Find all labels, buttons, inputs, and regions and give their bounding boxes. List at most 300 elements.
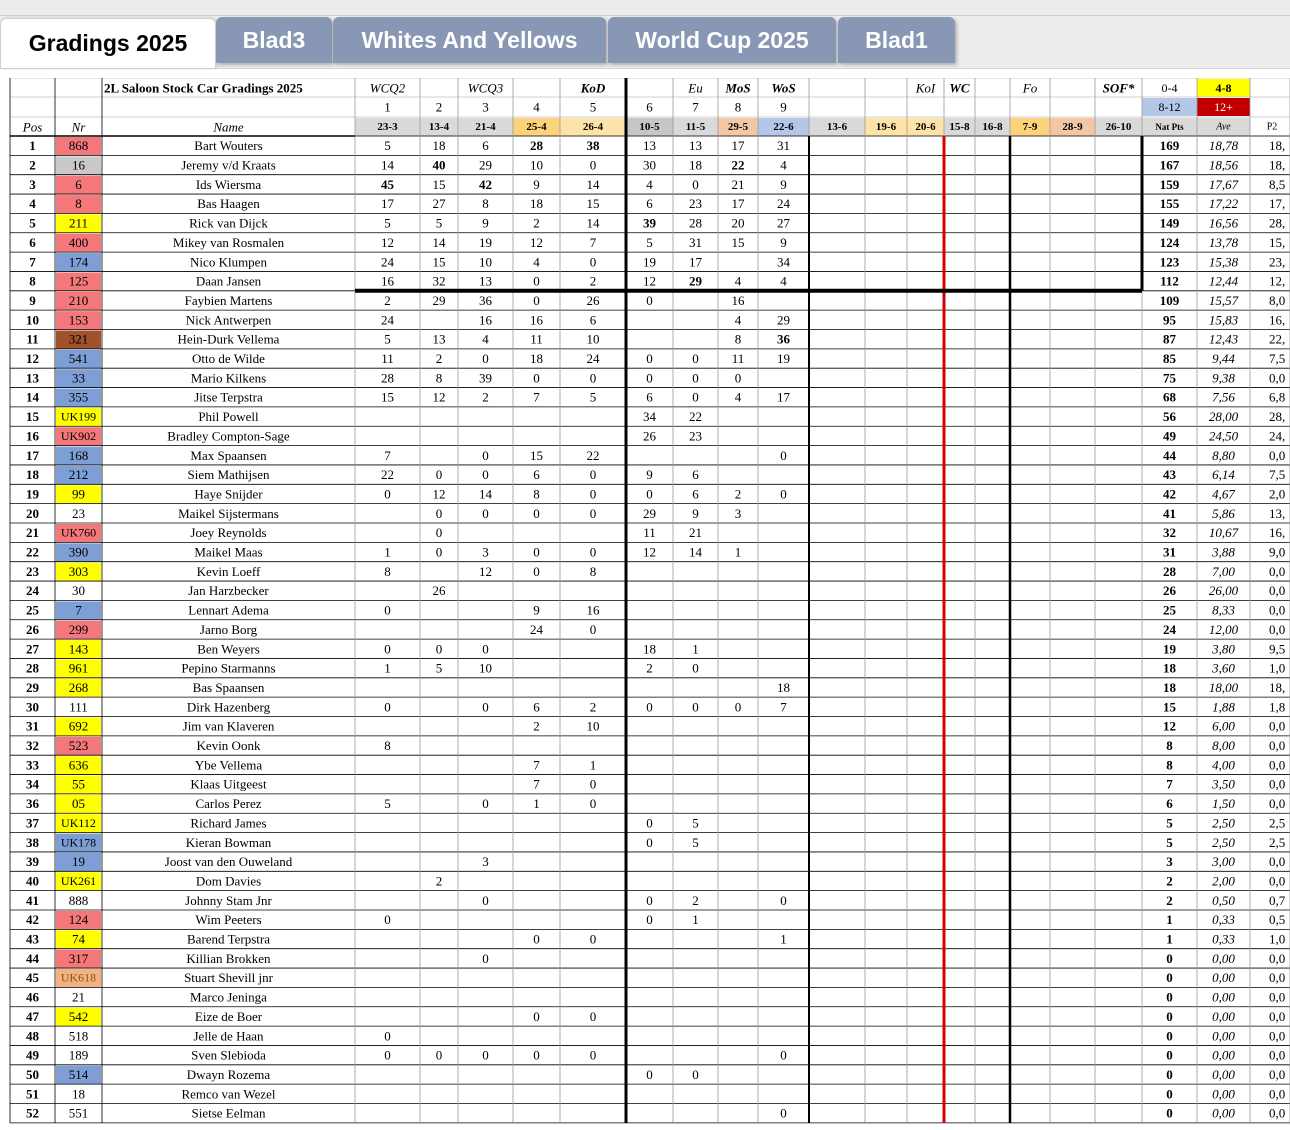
natpts-cell[interactable]: 18	[1163, 679, 1176, 695]
p2-cell[interactable]: 0,0	[1269, 873, 1286, 889]
score-cell[interactable]: 0	[646, 1066, 653, 1082]
name-cell[interactable]: Faybien Martens	[184, 292, 273, 308]
name-cell[interactable]: Nick Antwerpen	[185, 312, 272, 328]
score-cell[interactable]: 0	[482, 1047, 489, 1063]
tab-gradings-2025[interactable]: Gradings 2025	[0, 18, 216, 68]
score-cell[interactable]: 0	[646, 292, 653, 308]
score-cell[interactable]: 0	[482, 796, 489, 812]
score-cell[interactable]: 0	[482, 447, 489, 463]
tab-whites-and-yellows[interactable]: Whites And Yellows	[333, 17, 606, 63]
score-cell[interactable]: 0	[533, 931, 540, 947]
score-cell[interactable]: 1	[692, 641, 699, 657]
natpts-cell[interactable]: 0	[1166, 950, 1173, 966]
ave-cell[interactable]: 15,38	[1208, 254, 1239, 270]
name-cell[interactable]: Bas Haagen	[197, 196, 260, 212]
score-cell[interactable]: 1	[589, 757, 597, 773]
name-cell[interactable]: Jelle de Haan	[193, 1028, 264, 1044]
score-cell[interactable]: 5	[646, 234, 653, 250]
score-cell[interactable]: 0	[384, 1047, 391, 1063]
p2-cell[interactable]: 22,	[1269, 331, 1286, 347]
nr-cell[interactable]: 111	[69, 699, 88, 715]
p2-cell[interactable]: 0,0	[1269, 970, 1286, 986]
score-cell[interactable]: 0	[589, 544, 597, 560]
pos-cell[interactable]: 19	[26, 486, 39, 502]
p2-cell[interactable]: 0,0	[1269, 602, 1286, 618]
name-cell[interactable]: Haye Snijder	[194, 486, 263, 502]
natpts-cell[interactable]: 6	[1166, 796, 1173, 812]
nr-cell[interactable]: 868	[68, 138, 89, 154]
name-cell[interactable]: Otto de Wilde	[192, 351, 265, 367]
score-cell[interactable]: 40	[432, 157, 446, 173]
score-cell[interactable]: 2	[435, 351, 443, 367]
nr-cell[interactable]: UK902	[60, 428, 97, 443]
natpts-cell[interactable]: 75	[1163, 370, 1176, 386]
nr-cell[interactable]: 33	[72, 370, 85, 386]
name-cell[interactable]: Carlos Perez	[195, 796, 262, 812]
score-cell[interactable]: 8	[589, 563, 597, 579]
nr-cell[interactable]: UK760	[60, 525, 97, 540]
score-cell[interactable]: 6	[589, 312, 597, 328]
score-cell[interactable]: 0	[589, 1008, 597, 1024]
score-cell[interactable]: 18	[530, 196, 543, 212]
score-cell[interactable]: 0	[589, 931, 597, 947]
name-cell[interactable]: Ids Wiersma	[195, 176, 262, 192]
pos-cell[interactable]: 7	[29, 254, 36, 270]
nr-cell[interactable]: 542	[68, 1008, 89, 1024]
score-cell[interactable]: 2	[482, 389, 489, 405]
score-cell[interactable]: 1	[780, 931, 787, 947]
name-cell[interactable]: Daan Jansen	[195, 273, 262, 289]
score-cell[interactable]: 7	[780, 699, 787, 715]
pos-cell[interactable]: 4	[29, 196, 36, 212]
score-cell[interactable]: 6	[692, 467, 699, 483]
p2-cell[interactable]: 0,0	[1269, 583, 1286, 599]
score-cell[interactable]: 31	[777, 138, 790, 154]
tab-blad3[interactable]: Blad3	[216, 17, 332, 63]
natpts-cell[interactable]: 0	[1166, 989, 1173, 1005]
name-cell[interactable]: Kieran Bowman	[185, 834, 272, 850]
name-cell[interactable]: Sietse Eelman	[191, 1105, 266, 1121]
pos-cell[interactable]: 20	[26, 505, 39, 521]
ave-cell[interactable]: 8,33	[1212, 602, 1235, 618]
score-cell[interactable]: 5	[692, 834, 699, 850]
score-cell[interactable]: 29	[643, 505, 656, 521]
p2-cell[interactable]: 0,0	[1269, 1008, 1286, 1024]
score-cell[interactable]: 0	[589, 1047, 597, 1063]
natpts-cell[interactable]: 44	[1163, 447, 1176, 463]
score-cell[interactable]: 31	[689, 234, 702, 250]
score-cell[interactable]: 9	[780, 176, 787, 192]
score-cell[interactable]: 0	[692, 176, 699, 192]
name-cell[interactable]: Maikel Sijstermans	[178, 505, 279, 521]
ave-cell[interactable]: 18,56	[1208, 157, 1239, 173]
score-cell[interactable]: 5	[435, 660, 443, 676]
name-cell[interactable]: Maikel Maas	[194, 544, 263, 560]
score-cell[interactable]: 0	[692, 389, 699, 405]
pos-cell[interactable]: 50	[26, 1066, 39, 1082]
score-cell[interactable]: 0	[646, 351, 653, 367]
ave-cell[interactable]: 17,22	[1208, 196, 1239, 212]
ave-cell[interactable]: 3,80	[1212, 641, 1235, 657]
natpts-cell[interactable]: 24	[1163, 621, 1176, 637]
name-cell[interactable]: Kevin Loeff	[196, 563, 261, 579]
ave-cell[interactable]: 24,50	[1208, 428, 1239, 444]
natpts-cell[interactable]: 49	[1163, 428, 1176, 444]
nr-cell[interactable]: 125	[68, 273, 89, 289]
nr-cell[interactable]: 55	[72, 776, 85, 792]
score-cell[interactable]: 10	[530, 157, 543, 173]
score-cell[interactable]: 0	[692, 660, 699, 676]
score-cell[interactable]: 9	[780, 234, 787, 250]
natpts-cell[interactable]: 19	[1163, 641, 1176, 657]
score-cell[interactable]: 5	[384, 138, 391, 154]
score-cell[interactable]: 8	[435, 370, 443, 386]
p2-cell[interactable]: 2,5	[1269, 834, 1286, 850]
score-cell[interactable]: 12	[643, 273, 656, 289]
p2-cell[interactable]: 28,	[1269, 409, 1286, 425]
score-cell[interactable]: 0	[589, 796, 597, 812]
ave-cell[interactable]: 28,00	[1208, 409, 1239, 425]
score-cell[interactable]: 0	[435, 525, 443, 541]
score-cell[interactable]: 2	[589, 273, 597, 289]
pos-cell[interactable]: 47	[26, 1008, 39, 1024]
pos-cell[interactable]: 23	[26, 563, 39, 579]
score-cell[interactable]: 6	[692, 486, 699, 502]
nr-cell[interactable]: UK178	[60, 835, 97, 850]
score-cell[interactable]: 21	[731, 176, 745, 192]
p2-cell[interactable]: 0,0	[1269, 1086, 1286, 1102]
score-cell[interactable]: 0	[435, 505, 443, 521]
score-cell[interactable]: 0	[780, 447, 787, 463]
score-cell[interactable]: 26	[643, 428, 656, 444]
name-cell[interactable]: Mikey van Rosmalen	[172, 234, 285, 250]
score-cell[interactable]: 18	[643, 641, 656, 657]
score-cell[interactable]: 0	[384, 912, 391, 928]
p2-cell[interactable]: 7,5	[1269, 467, 1286, 483]
score-cell[interactable]: 0	[384, 602, 391, 618]
score-cell[interactable]: 1	[734, 544, 742, 560]
pos-cell[interactable]: 12	[26, 351, 39, 367]
natpts-cell[interactable]: 32	[1163, 525, 1176, 541]
score-cell[interactable]: 17	[731, 138, 745, 154]
p2-cell[interactable]: 8,5	[1269, 176, 1286, 192]
score-cell[interactable]: 16	[586, 602, 600, 618]
name-cell[interactable]: Jitse Terpstra	[194, 389, 263, 405]
name-cell[interactable]: Sven Slebioda	[191, 1047, 266, 1063]
score-cell[interactable]: 2	[533, 718, 540, 734]
p2-cell[interactable]: 1,0	[1269, 931, 1286, 947]
score-cell[interactable]: 12	[432, 486, 446, 502]
score-cell[interactable]: 7	[533, 776, 540, 792]
score-cell[interactable]: 4	[780, 157, 787, 173]
ave-cell[interactable]: 0,00	[1212, 1008, 1235, 1024]
name-cell[interactable]: Pepino Starmanns	[181, 660, 276, 676]
nr-cell[interactable]: 212	[68, 467, 89, 483]
natpts-cell[interactable]: 0	[1166, 1047, 1173, 1063]
pos-cell[interactable]: 14	[26, 389, 39, 405]
score-cell[interactable]: 19	[479, 234, 492, 250]
nr-cell[interactable]: 189	[68, 1047, 89, 1063]
ave-cell[interactable]: 0,00	[1212, 1028, 1235, 1044]
score-cell[interactable]: 14	[381, 157, 394, 173]
natpts-cell[interactable]: 124	[1159, 234, 1180, 250]
name-cell[interactable]: Nico Klumpen	[190, 254, 267, 270]
nr-cell[interactable]: 390	[68, 544, 89, 560]
score-cell[interactable]: 36	[479, 292, 492, 308]
ave-cell[interactable]: 0,00	[1212, 950, 1235, 966]
pos-cell[interactable]: 3	[29, 176, 36, 192]
score-cell[interactable]: 0	[533, 1047, 540, 1063]
score-cell[interactable]: 16	[381, 273, 394, 289]
p2-cell[interactable]: 8,0	[1269, 292, 1286, 308]
ave-cell[interactable]: 26,00	[1208, 583, 1239, 599]
pos-cell[interactable]: 2	[29, 157, 36, 173]
ave-cell[interactable]: 6,14	[1212, 467, 1235, 483]
p2-cell[interactable]: 2,5	[1269, 815, 1286, 831]
score-cell[interactable]: 0	[734, 370, 742, 386]
score-cell[interactable]: 22	[586, 447, 600, 463]
score-cell[interactable]: 15	[432, 254, 446, 270]
score-cell[interactable]: 0	[589, 157, 597, 173]
score-cell[interactable]: 7	[533, 389, 540, 405]
pos-cell[interactable]: 10	[26, 312, 39, 328]
score-cell[interactable]: 0	[384, 641, 391, 657]
score-cell[interactable]: 0	[435, 467, 443, 483]
score-cell[interactable]: 0	[589, 505, 597, 521]
score-cell[interactable]: 0	[780, 892, 787, 908]
score-cell[interactable]: 0	[482, 699, 489, 715]
pos-cell[interactable]: 39	[26, 854, 39, 870]
score-cell[interactable]: 22	[381, 467, 394, 483]
score-cell[interactable]: 4	[533, 254, 540, 270]
ave-cell[interactable]: 9,38	[1212, 370, 1235, 386]
nr-cell[interactable]: 8	[75, 196, 82, 212]
score-cell[interactable]: 0	[435, 544, 443, 560]
score-cell[interactable]: 5	[589, 389, 597, 405]
natpts-cell[interactable]: 2	[1166, 892, 1173, 908]
name-cell[interactable]: Johnny Stam Jnr	[185, 892, 272, 908]
score-cell[interactable]: 2	[533, 215, 540, 231]
name-cell[interactable]: Lennart Adema	[188, 602, 269, 618]
natpts-cell[interactable]: 43	[1163, 467, 1176, 483]
nr-cell[interactable]: 355	[68, 389, 89, 405]
ave-cell[interactable]: 0,00	[1212, 970, 1235, 986]
score-cell[interactable]: 15	[586, 196, 600, 212]
score-cell[interactable]: 15	[432, 176, 446, 192]
natpts-cell[interactable]: 109	[1159, 292, 1180, 308]
score-cell[interactable]: 0	[646, 834, 653, 850]
score-cell[interactable]: 15	[381, 389, 394, 405]
ave-cell[interactable]: 0,00	[1212, 1066, 1235, 1082]
score-cell[interactable]: 4	[734, 273, 742, 289]
pos-cell[interactable]: 21	[26, 525, 39, 541]
score-cell[interactable]: 23	[689, 428, 702, 444]
score-cell[interactable]: 2	[692, 892, 699, 908]
ave-cell[interactable]: 0,00	[1212, 1047, 1235, 1063]
p2-cell[interactable]: 0,0	[1269, 447, 1286, 463]
score-cell[interactable]: 17	[731, 196, 745, 212]
score-cell[interactable]: 32	[432, 273, 446, 289]
pos-cell[interactable]: 28	[26, 660, 39, 676]
natpts-cell[interactable]: 1	[1166, 912, 1173, 928]
score-cell[interactable]: 28	[530, 138, 543, 154]
ave-cell[interactable]: 15,57	[1208, 292, 1239, 308]
score-cell[interactable]: 29	[689, 273, 702, 289]
score-cell[interactable]: 0	[482, 467, 489, 483]
score-cell[interactable]: 1	[384, 544, 391, 560]
pos-cell[interactable]: 15	[26, 409, 39, 425]
pos-cell[interactable]: 9	[29, 292, 36, 308]
natpts-cell[interactable]: 112	[1160, 273, 1179, 289]
name-cell[interactable]: Max Spaansen	[190, 447, 267, 463]
nr-cell[interactable]: 6	[75, 176, 82, 192]
ave-cell[interactable]: 1,88	[1212, 699, 1235, 715]
nr-cell[interactable]: 99	[72, 486, 85, 502]
nr-cell[interactable]: 541	[68, 351, 89, 367]
score-cell[interactable]: 0	[533, 292, 540, 308]
nr-cell[interactable]: 551	[68, 1105, 89, 1121]
natpts-cell[interactable]: 1	[1166, 931, 1173, 947]
pos-cell[interactable]: 26	[26, 621, 39, 637]
nr-cell[interactable]: 21	[72, 989, 85, 1005]
score-cell[interactable]: 0	[646, 892, 653, 908]
score-cell[interactable]: 0	[780, 486, 787, 502]
p2-cell[interactable]: 0,0	[1269, 370, 1286, 386]
score-cell[interactable]: 8	[533, 486, 540, 502]
name-cell[interactable]: Phil Powell	[198, 409, 259, 425]
score-cell[interactable]: 0	[533, 1008, 540, 1024]
score-cell[interactable]: 45	[381, 176, 394, 192]
p2-cell[interactable]: 0,0	[1269, 1028, 1286, 1044]
p2-cell[interactable]: 1,8	[1269, 699, 1286, 715]
pos-cell[interactable]: 8	[29, 273, 36, 289]
p2-cell[interactable]: 0,0	[1269, 563, 1286, 579]
pos-cell[interactable]: 51	[26, 1086, 39, 1102]
score-cell[interactable]: 24	[586, 351, 600, 367]
p2-cell[interactable]: 0,0	[1269, 796, 1286, 812]
score-cell[interactable]: 0	[384, 699, 391, 715]
score-cell[interactable]: 14	[586, 215, 600, 231]
natpts-cell[interactable]: 26	[1163, 583, 1176, 599]
p2-cell[interactable]: 1,0	[1269, 660, 1286, 676]
ave-cell[interactable]: 7,00	[1212, 563, 1235, 579]
p2-cell[interactable]: 7,5	[1269, 351, 1286, 367]
ave-cell[interactable]: 15,83	[1208, 312, 1239, 328]
name-cell[interactable]: Bas Spaansen	[192, 679, 265, 695]
p2-cell[interactable]: 0,0	[1269, 989, 1286, 1005]
score-cell[interactable]: 16	[530, 312, 543, 328]
pos-cell[interactable]: 5	[29, 215, 36, 231]
natpts-cell[interactable]: 7	[1166, 776, 1173, 792]
natpts-cell[interactable]: 0	[1166, 1028, 1173, 1044]
score-cell[interactable]: 2	[435, 873, 443, 889]
p2-cell[interactable]: 28,	[1269, 215, 1286, 231]
nr-cell[interactable]: 18	[72, 1086, 85, 1102]
score-cell[interactable]: 11	[731, 351, 745, 367]
score-cell[interactable]: 6	[482, 138, 489, 154]
ave-cell[interactable]: 5,86	[1212, 505, 1235, 521]
ave-cell[interactable]: 0,33	[1212, 931, 1235, 947]
natpts-cell[interactable]: 18	[1163, 660, 1176, 676]
p2-cell[interactable]: 0,0	[1269, 1047, 1286, 1063]
p2-cell[interactable]: 0,0	[1269, 621, 1286, 637]
score-cell[interactable]: 5	[384, 331, 391, 347]
name-cell[interactable]: Mario Kilkens	[190, 370, 267, 386]
p2-cell[interactable]: 15,	[1269, 234, 1286, 250]
score-cell[interactable]: 0	[589, 467, 597, 483]
nr-cell[interactable]: 74	[72, 931, 85, 947]
tab-world-cup-2025[interactable]: World Cup 2025	[608, 17, 836, 63]
score-cell[interactable]: 26	[586, 292, 600, 308]
score-cell[interactable]: 10	[479, 660, 492, 676]
nr-cell[interactable]: 16	[72, 157, 85, 173]
ave-cell[interactable]: 12,44	[1208, 273, 1239, 289]
score-cell[interactable]: 11	[643, 525, 656, 541]
ave-cell[interactable]: 1,50	[1212, 796, 1235, 812]
p2-cell[interactable]: 18,	[1269, 157, 1286, 173]
pos-cell[interactable]: 41	[26, 892, 39, 908]
p2-cell[interactable]: 0,0	[1269, 1066, 1286, 1082]
name-cell[interactable]: Stuart Shevill jnr	[184, 970, 273, 986]
nr-cell[interactable]: 174	[68, 254, 89, 270]
score-cell[interactable]: 18	[689, 157, 702, 173]
nr-cell[interactable]: 7	[75, 602, 82, 618]
p2-cell[interactable]: 18,	[1269, 138, 1286, 154]
score-cell[interactable]: 8	[384, 563, 391, 579]
score-cell[interactable]: 5	[384, 215, 391, 231]
name-cell[interactable]: Jeremy v/d Kraats	[181, 157, 276, 173]
score-cell[interactable]: 8	[482, 196, 489, 212]
pos-cell[interactable]: 32	[26, 738, 39, 754]
ave-cell[interactable]: 0,50	[1212, 892, 1235, 908]
score-cell[interactable]: 0	[692, 699, 699, 715]
ave-cell[interactable]: 3,00	[1212, 854, 1235, 870]
pos-cell[interactable]: 40	[26, 873, 39, 889]
name-cell[interactable]: Jan Harzbecker	[188, 583, 269, 599]
name-cell[interactable]: Remco van Wezel	[181, 1086, 276, 1102]
score-cell[interactable]: 6	[646, 389, 653, 405]
p2-cell[interactable]: 18,	[1269, 679, 1286, 695]
ave-cell[interactable]: 2,00	[1212, 873, 1235, 889]
score-cell[interactable]: 9	[533, 602, 540, 618]
pos-cell[interactable]: 43	[26, 931, 39, 947]
score-cell[interactable]: 21	[689, 525, 702, 541]
natpts-cell[interactable]: 31	[1163, 544, 1176, 560]
nr-cell[interactable]: 268	[68, 679, 89, 695]
pos-cell[interactable]: 45	[26, 970, 39, 986]
score-cell[interactable]: 7	[384, 447, 391, 463]
score-cell[interactable]: 15	[731, 234, 745, 250]
pos-cell[interactable]: 18	[26, 467, 39, 483]
score-cell[interactable]: 22	[731, 157, 745, 173]
score-cell[interactable]: 0	[646, 912, 653, 928]
nr-cell[interactable]: 299	[68, 621, 89, 637]
score-cell[interactable]: 0	[646, 486, 653, 502]
score-cell[interactable]: 0	[384, 1028, 391, 1044]
natpts-cell[interactable]: 8	[1166, 757, 1173, 773]
score-cell[interactable]: 24	[381, 312, 394, 328]
p2-cell[interactable]: 9,0	[1269, 544, 1286, 560]
score-cell[interactable]: 36	[777, 331, 790, 347]
score-cell[interactable]: 19	[643, 254, 656, 270]
score-cell[interactable]: 34	[643, 409, 656, 425]
p2-cell[interactable]: 6,8	[1269, 389, 1286, 405]
natpts-cell[interactable]: 0	[1166, 1008, 1173, 1024]
pos-cell[interactable]: 42	[26, 912, 39, 928]
score-cell[interactable]: 0	[589, 254, 597, 270]
name-cell[interactable]: Barend Terpstra	[187, 931, 270, 947]
score-cell[interactable]: 29	[432, 292, 446, 308]
